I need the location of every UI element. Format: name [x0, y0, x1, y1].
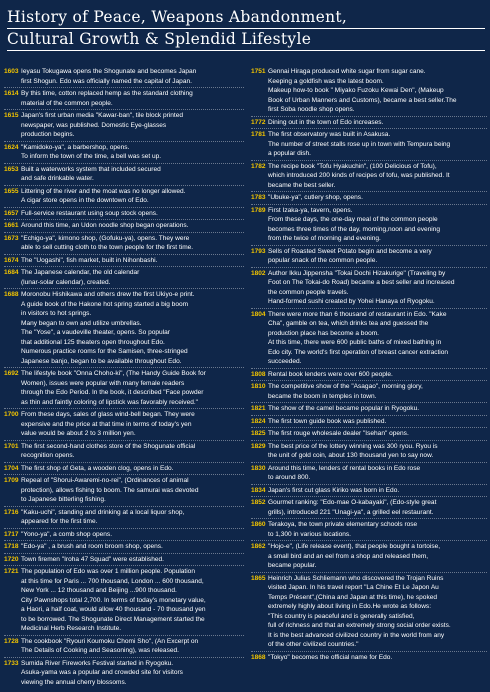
entry-text-line: Hand-formed sushi created by Yohei Hanaya of Ryogoku. — [268, 298, 435, 305]
timeline-entry — [251, 651, 487, 663]
entry-text — [21, 209, 244, 219]
entry-text-line: "Kaku-uchi", standing and drinking at a local liquor shop, — [21, 508, 185, 516]
entry-year: 1804 — [251, 310, 266, 318]
timeline-entry — [4, 254, 244, 266]
timeline-entry — [4, 185, 244, 206]
entry-text — [268, 269, 487, 307]
entry-year: 1692 — [4, 370, 19, 377]
entry-text-line: full of richness and that an extremely strong social order exists. — [268, 622, 451, 629]
entry-text-line: Gennai Hiraga produced white sugar from sugar cane. — [268, 68, 426, 75]
entry-text-line: Author Ikku Jippensha "Tokai Dochi Hizakurige" (Traveling by — [268, 269, 446, 277]
timeline-entry — [251, 440, 487, 461]
entry-text-line: a Haori, a half coat, would allow 40 thousand - 70 thousand yen — [21, 606, 206, 613]
entry-year: 1624 — [4, 143, 19, 151]
entry-text-line: "Edo-ya" , a brush and room broom shop, opens. — [21, 543, 163, 550]
entry-text-line: A cigar store opens in the downtown of Edo. — [21, 197, 149, 204]
entry-text-line: recognition opens. — [21, 452, 75, 459]
entry-year: 1825 — [251, 430, 266, 437]
entry-year: 1684 — [4, 269, 19, 276]
timeline-entry — [4, 553, 244, 565]
entry-text-line: Numerous practice rooms for the Samisen, three-stringed — [21, 348, 188, 355]
entry-year: 1733 — [4, 659, 19, 667]
entry-text-line: "Kamidoko-ya", a barbershop, opens. — [21, 143, 130, 151]
entry-text-line: became popular. — [268, 562, 317, 569]
entry-year: 1751 — [251, 68, 266, 75]
timeline-entry — [251, 191, 487, 203]
entry-text — [268, 247, 487, 266]
entry-text-line: Japanese banjo, began to be available throughout Edo. — [21, 357, 182, 365]
entry-year: 1862 — [251, 543, 266, 550]
timeline-entry — [251, 245, 487, 266]
timeline-entry — [251, 128, 487, 159]
entry-text — [21, 464, 244, 474]
entry-text-line: became the best seller. — [268, 181, 336, 189]
entry-text — [21, 187, 244, 206]
timeline-entry — [251, 462, 487, 483]
entry-text-line: Edo city. The world's first operation of breast cancer extraction — [268, 348, 449, 356]
timeline-entry — [4, 141, 244, 162]
entry-text-line: The population of Edo was over 1 million people. Population — [21, 568, 195, 575]
entry-text-line: as thin and faintly coloring of lipstick was favorably received." — [21, 398, 198, 406]
entry-text — [268, 206, 487, 244]
entry-text-line: Asuka-yama was a popular and crowded site for visitors — [21, 669, 183, 676]
entry-text — [21, 234, 244, 253]
timeline-entry — [4, 232, 244, 253]
entry-year: 1615 — [4, 112, 19, 119]
entry-text-line: From these days, the one-day meal of the common people — [268, 216, 438, 223]
entry-text — [21, 369, 244, 407]
timeline-entry — [4, 657, 244, 688]
title-line-1: History of Peace, Weapons Abandonment, — [7, 7, 485, 29]
entry-text-line: Cha", gamble on tea, which drinks tea and guessed the — [268, 320, 429, 327]
entry-year: 1865 — [251, 574, 266, 582]
timeline-entry — [251, 160, 487, 191]
entry-text-line: through the Edo Period. In the book, it described "Face powder — [21, 389, 204, 396]
timeline-entry — [4, 207, 244, 219]
entry-text-line: "This country is peaceful and is generally satisfied, — [268, 612, 415, 620]
page-title — [7, 7, 485, 51]
entry-year: 1802 — [251, 269, 266, 277]
timeline-entry — [251, 496, 487, 517]
timeline-entry — [251, 380, 487, 401]
entry-text-line: "Echigo-ya", kimono shop, (Gofuku-ya), opens. They were — [21, 234, 190, 242]
entry-text-line: Ieyasu Tokugawa opens the Shogunate and becomes Japan — [21, 68, 197, 75]
entry-year: 1782 — [251, 162, 266, 170]
entry-year: 1674 — [4, 256, 19, 264]
timeline-entry — [251, 518, 487, 539]
entry-text — [268, 417, 487, 427]
entry-year: 1673 — [4, 234, 19, 242]
entry-year: 1704 — [4, 464, 19, 472]
timeline-entry — [4, 288, 244, 366]
entry-text — [268, 162, 487, 191]
entry-text — [21, 530, 244, 540]
entry-year: 1700 — [4, 411, 19, 418]
entry-text-line: Many began to own and utilize umbrellas. — [21, 319, 142, 327]
entry-text-line: to around 800. — [268, 474, 311, 481]
entry-text-line: The "Yose", a vaudeville theater, opens. So popular — [21, 329, 170, 336]
entry-text-line: The first shop of Geta, a wooden clog, opens in Edo. — [21, 464, 174, 472]
entry-text — [21, 256, 244, 266]
timeline-entry — [4, 266, 244, 287]
entry-text-line: Moronobu Hishikawa and others drew the first Ukiyo-e print. — [21, 291, 195, 298]
timeline-entry — [4, 163, 244, 184]
title-line-2: Cultural Growth & Splendid Lifestyle — [7, 29, 485, 51]
entry-text-line: The number of street stalls rose up in town with Tempura being — [268, 140, 451, 148]
timeline-entry — [251, 415, 487, 427]
entry-text-line: the unit of gold coin, about 130 thousand yen to say now. — [268, 452, 434, 459]
entry-text-line: expensive and the price at that time in terms of today's yen — [21, 420, 192, 428]
timeline-entry — [4, 87, 244, 108]
entry-text — [21, 476, 244, 505]
entry-text-line: production place has become a boom. — [268, 329, 380, 337]
entry-year: 1860 — [251, 521, 266, 528]
entry-text-line: a popular dish. — [268, 150, 311, 157]
entry-year: 1834 — [251, 486, 266, 494]
entry-text — [268, 130, 487, 159]
entry-text-line: succeeded. — [268, 358, 302, 365]
entry-text-line: became the boom in temples in town. — [268, 392, 377, 400]
entry-text-line: The first rouge wholesale dealer "Isehan" opens. — [268, 430, 409, 437]
entry-text-line: protection), allows fishing to boom. The samurai was devoted — [21, 486, 199, 494]
timeline-entry — [251, 368, 487, 380]
entry-text-line: Sumida River Fireworks Festival started in Ryogoku. — [21, 659, 174, 667]
entry-text-line: that additional 125 theaters open throughout Edo. — [21, 338, 165, 346]
entry-text-line: The recipe book "Tofu Hyakuchin", (100 Delicious of Tofu), — [268, 162, 437, 170]
timeline-column-right — [251, 67, 487, 662]
entry-text-line: Around this time, an Udon noodle shop began operations. — [21, 222, 189, 229]
entry-year: 1655 — [4, 187, 19, 195]
entry-text — [268, 520, 487, 539]
entry-text-line: The first second-hand clothes store of the Shogunate official — [21, 442, 196, 450]
entry-year: 1701 — [4, 442, 19, 450]
timeline-entry — [4, 408, 244, 439]
entry-text-line: The Japanese calendar, the old calendar — [21, 269, 140, 276]
entry-text-line: extremely highly about living in Edo.He wrote as follows: — [268, 603, 432, 610]
timeline-entry — [251, 402, 487, 414]
entry-text-line: Sells of Roasted Sweet Potato begin and become a very — [268, 247, 432, 255]
entry-text-line: "Yono-ya", a comb shop opens. — [21, 530, 113, 538]
entry-year: 1793 — [251, 247, 266, 255]
entry-text — [268, 404, 487, 414]
entry-text — [21, 290, 244, 366]
timeline-entry — [251, 116, 487, 128]
timeline-entry — [251, 67, 487, 115]
entry-text — [21, 659, 244, 688]
entry-text — [21, 410, 244, 439]
entry-year: 1789 — [251, 206, 266, 214]
entry-text-line: First Izaka-ya, tavern, opens. — [268, 206, 353, 214]
entry-year: 1716 — [4, 508, 19, 516]
entry-text-line: "Hojo-e", (Life release event), that people bought a tortoise, — [268, 543, 441, 550]
entry-text-line: Full-service restaurant using soup stock opens. — [21, 209, 158, 217]
entry-year: 1829 — [251, 442, 266, 450]
entry-text-line: Women), issues were popular with many female readers — [21, 379, 185, 387]
entry-year: 1721 — [4, 568, 19, 575]
timeline-entry — [4, 565, 244, 634]
timeline-entry — [251, 267, 487, 307]
timeline-entry — [4, 440, 244, 461]
entry-year: 1821 — [251, 405, 266, 412]
entry-year: 1657 — [4, 209, 19, 217]
entry-text-line: popular snack of the common people. — [268, 257, 378, 264]
entry-text-line: first Shogun. Edo was officially named the capital of Japan. — [21, 77, 192, 85]
entry-text-line: able to sell cutting cloth to the town people for the first time. — [21, 244, 194, 251]
timeline-column-left — [4, 67, 244, 687]
entry-year: 1824 — [251, 417, 266, 425]
entry-year: 1614 — [4, 90, 19, 97]
timeline-entry — [4, 462, 244, 474]
entry-text-line: The "Uogashi", fish market, built in Nihonbashi. — [21, 256, 158, 264]
entry-text-line: It is the best advanced civilized country in the world from any — [268, 631, 445, 639]
entry-text-line: The best price of the lottery winning was 300 ryou. Ryou is — [268, 442, 438, 450]
entry-text-line: "Tokyo" becomes the official name for Edo. — [268, 653, 393, 661]
entry-text — [268, 498, 487, 517]
entry-text-line: From these days, sales of glass wind-bell began. They were — [21, 411, 195, 418]
entry-text-line: Japan's first cut glass Kiriko was born in Edo. — [268, 486, 400, 494]
timeline-entry — [4, 67, 244, 86]
entry-text-line: Foot on The Tokai-do Road) became a best seller and increased — [268, 279, 455, 286]
entry-text — [268, 67, 487, 115]
entry-text-line: The first observatory was built in Asakusa. — [268, 131, 391, 138]
entry-text-line: in visitors to hot springs. — [21, 310, 92, 317]
entry-text-line: Book of Urban Manners and Customs), became a best seller.The — [268, 96, 457, 104]
timeline-entry — [251, 484, 487, 496]
entry-text-line: Town firemen "Iroha 47 Squad" were established. — [21, 555, 164, 563]
entry-text-line: Built a waterworks system that included secured — [21, 165, 161, 173]
timeline-entry — [4, 528, 244, 540]
entry-text-line: from the twice of morning and evening. — [268, 235, 381, 242]
entry-year: 1808 — [251, 370, 266, 378]
entry-text-line: There were more than 6 thousand of restaurant in Edo. "Kake — [268, 310, 447, 318]
entry-text-line: of the other civilized countries." — [268, 641, 359, 648]
entry-text — [268, 118, 487, 128]
entry-text-line: Medicinal Herb Research Institute. — [21, 625, 122, 632]
timeline-entry — [4, 367, 244, 407]
entry-text-line: to 1,300 in various locations. — [268, 530, 351, 538]
timeline-entry — [251, 540, 487, 571]
entry-text — [268, 193, 487, 203]
entry-text-line: The competitive show of the "Asagao", morning glory, — [268, 383, 423, 390]
entry-text — [21, 508, 244, 527]
entry-text-line: Around this time, lenders of rental books in Edo rose — [268, 464, 421, 472]
entry-year: 1718 — [4, 543, 19, 550]
entry-text — [268, 542, 487, 571]
entry-text — [21, 111, 244, 140]
entry-text-line: "Ubuke-ya", cutlery shop, opens. — [268, 194, 363, 201]
timeline-entry — [4, 540, 244, 552]
entry-text-line: The first town guide book was published. — [268, 417, 387, 425]
timeline-entry — [4, 109, 244, 140]
entry-text-line: grills), introduced 221 "Unagi-ya", a grilled eel restaurant. — [268, 508, 434, 516]
entry-text-line: To inform the town of the time, a bell was set up. — [21, 153, 162, 160]
timeline-entry — [251, 308, 487, 367]
entry-text-line: Terakoya, the town private elementary schools rose — [268, 521, 418, 528]
entry-text-line: visited Japan. In his travel report "La Chine Et Le Japon Au — [268, 584, 439, 591]
entry-text — [268, 464, 487, 483]
entry-year: 1653 — [4, 165, 19, 173]
entry-text-line: becomes three times of the day, morning,noon and evening — [268, 225, 441, 233]
entry-year: 1830 — [251, 464, 266, 472]
entry-year: 1772 — [251, 118, 266, 126]
entry-year: 1868 — [251, 653, 266, 661]
entry-year: 1720 — [4, 555, 19, 563]
entry-text-line: material of the common people. — [21, 99, 113, 107]
entry-text — [21, 637, 244, 656]
entry-text — [268, 486, 487, 496]
entry-text-line: to be borrowed. The Shogunate Direct Management started the — [21, 615, 205, 623]
entry-year: 1783 — [251, 194, 266, 201]
entry-text — [21, 542, 244, 552]
entry-text-line: at this time for Paris ... 700 thousand, London ... 600 thousand, — [21, 577, 204, 585]
entry-text-line: A guide book of the Hakone hot spring started a big boom — [21, 300, 189, 308]
entry-text-line: Repeal of "Shorui-Awaremi-no-rei", (Ordinances of animal — [21, 477, 189, 484]
entry-text — [268, 370, 487, 380]
entry-year: 1688 — [4, 291, 19, 298]
entry-text — [21, 89, 244, 108]
entry-text-line: Heinrich Julius Schliemann who discovered the Trojan Ruins — [268, 574, 444, 582]
entry-year: 1781 — [251, 131, 266, 138]
entry-text-line: appeared for the first time. — [21, 518, 98, 525]
entry-text-line: The Details of Cooking and Seasoning), was released. — [21, 647, 179, 654]
entry-text — [21, 268, 244, 287]
entry-text-line: Japan's first urban media "Kawar-ban", tile block printed — [21, 112, 184, 119]
entry-text-line: which introduced 200 kinds of recipes of tofu, was published. It — [268, 172, 450, 179]
entry-text — [268, 574, 487, 650]
entry-text — [21, 442, 244, 461]
entry-text-line: City Pawnshops total 2,700. In terms of today's monetary value, — [21, 596, 206, 604]
entry-text — [268, 653, 487, 663]
entry-text-line: Makeup how-to book " Miyako Fuzoku Kewai Den", (Makeup — [268, 87, 444, 94]
timeline-entry — [4, 474, 244, 505]
entry-text-line: and safe drinkable water. — [21, 175, 94, 182]
entry-text-line: to Japanese bitterling fishing. — [21, 496, 106, 503]
entry-text-line: production begins. — [21, 131, 75, 138]
entry-year: 1852 — [251, 499, 266, 506]
entry-text-line: The cookbook "Ryouri Koumoku Chomi Sho", (An Excerpt on — [21, 637, 199, 645]
timeline-entry — [251, 204, 487, 244]
entry-text-line: Dining out in the town of Edo increases. — [268, 118, 384, 126]
timeline-entry — [251, 572, 487, 650]
entry-text-line: By this time, cotton replaced hemp as the standard clothing — [21, 90, 193, 97]
entry-text — [268, 442, 487, 461]
timeline-entry — [4, 635, 244, 656]
entry-text-line: the common people travels. — [268, 288, 349, 296]
entry-text-line: The show of the camel became popular in Ryogoku. — [268, 405, 420, 412]
entry-year: 1709 — [4, 477, 19, 484]
entry-text-line: Keeping a goldfish was the latest boom. — [268, 77, 384, 85]
entry-year: 1810 — [251, 383, 266, 390]
entry-text — [268, 429, 487, 439]
entry-text-line: Littering of the river and the moat was no longer allowed. — [21, 187, 186, 195]
entry-year: 1661 — [4, 222, 19, 229]
entry-text-line: Gourmet ranking: "Edo-mae O-kabayaki", (Edo-style great — [268, 499, 437, 506]
entry-text — [21, 555, 244, 565]
timeline-entry — [4, 219, 244, 231]
entry-year: 1728 — [4, 637, 19, 645]
entry-text-line: newspaper, was published. Domestic Eye-glasses — [21, 121, 167, 129]
entry-text-line: At this time, there were 600 public baths of mixed bathing in — [268, 339, 442, 346]
entry-text-line: viewing the annual cherry blossoms. — [21, 678, 127, 686]
entry-text — [21, 567, 244, 634]
entry-text-line: Rental book lenders were over 600 people. — [268, 370, 393, 378]
entry-year: 1717 — [4, 530, 19, 538]
entry-text-line: a small bird and an eel from a shop and released them, — [268, 552, 429, 560]
entry-year: 1603 — [4, 68, 19, 75]
entry-text-line: The lifestyle book "Onna Choho-ki", (The Handy Guide Book for — [21, 370, 206, 377]
entry-text — [21, 67, 244, 86]
entry-text — [268, 382, 487, 401]
entry-text-line: value would be about 2 to 3 million yen. — [21, 430, 136, 437]
entry-text-line: first Soba noodle shop opens. — [268, 106, 355, 113]
entry-text — [21, 143, 244, 162]
entry-text — [21, 221, 244, 231]
entry-text — [268, 310, 487, 367]
timeline-entry — [251, 427, 487, 439]
entry-text-line: (lunar-solar calendar), created. — [21, 278, 111, 286]
entry-text — [21, 165, 244, 184]
entry-text-line: Temps Présent",(China and Japan at this time), he spoked — [268, 593, 437, 601]
timeline-entry — [4, 506, 244, 527]
entry-text-line: New York ... 12 thousand and Beijing ...900 thousand. — [21, 587, 177, 594]
